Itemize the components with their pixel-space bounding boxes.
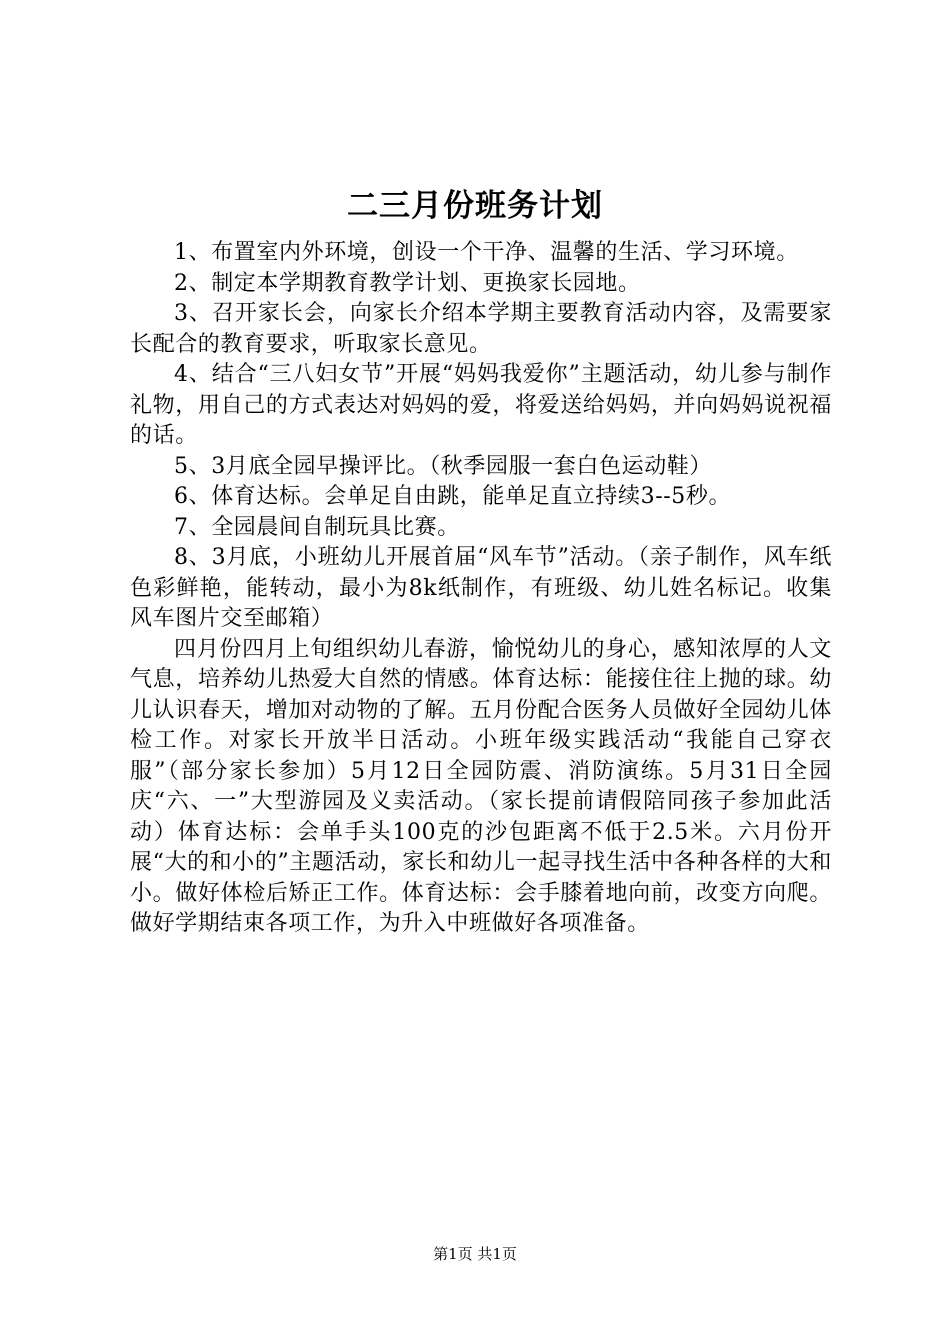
paragraph-item-4: 4、结合“三八妇女节”开展“妈妈我爱你”主题活动，幼儿参与制作礼物，用自己的方式表达对妈妈的爱，将爱送给妈妈，并向妈妈说祝福的话。: [130, 362, 832, 448]
page-footer: 第1页 共1页: [433, 1245, 517, 1263]
paragraph-item-8: 8、3月底，小班幼儿开展首届“风车节”活动。（亲子制作，风车纸色彩鲜艳，能转动，最小为8k纸制作，有班级、幼儿姓名标记。收集风车图片交至邮箱）: [130, 545, 832, 631]
paragraph-item-5: 5、3月底全园早操评比。（秋季园服一套白色运动鞋）: [174, 453, 712, 479]
paragraph-item-7: 7、全园晨间自制玩具比赛。: [174, 514, 460, 540]
paragraph-item-3: 3、召开家长会，向家长介绍本学期主要教育活动内容，及需要家长配合的教育要求，听取家长意见。: [130, 301, 832, 357]
paragraph-item-2: 2、制定本学期教育教学计划、更换家长园地。: [174, 270, 641, 296]
paragraph-item-6: 6、体育达标。会单足自由跳，能单足直立持续3--5秒。: [174, 484, 732, 509]
paragraph-item-1: 1、布置室内外环境，创设一个干净、温馨的生活、学习环境。: [174, 240, 799, 265]
document-body: [130, 238, 832, 940]
document-title: 二三月份班务计划: [347, 188, 603, 224]
paragraph-april-to-june: 四月份四月上旬组织幼儿春游，愉悦幼儿的身心，感知浓厚的人文气息，培养幼儿热爱大自然的情感。体育达标：能接住往上抛的球。幼儿认识春天，增加对动物的了解。五月份配合医务人员做好全园幼儿体检工作。对家长开放半日活动。小班年级实践活动“我能自己穿衣服”（部分家长参加）5月12日全园防震、消防演练。5月31日全园庆“六、一”大型游园及义卖活动。（家长提前请假陪同孩子参加此活动）体育达标：会单手头100克的沙包距离不低于2.5米。六月份开展“大的和小的”主题活动，家长和幼儿一起寻找生活中各种各样的大和小。做好体检后矫正工作。体育达标：会手膝着地向前，改变方向爬。做好学期结束各项工作，为升入中班做好各项准备。: [130, 636, 832, 936]
